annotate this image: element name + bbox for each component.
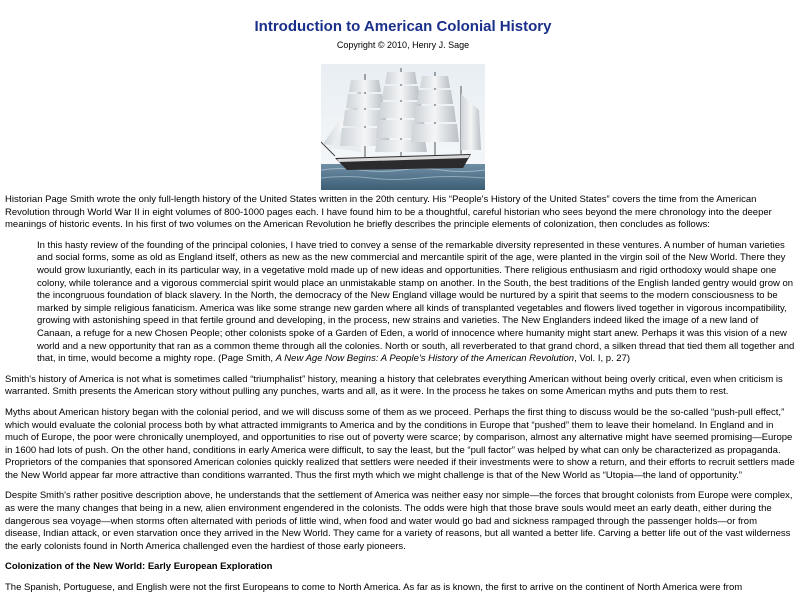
section-paragraph: The Spanish, Portuguese, and English were not the first Europeans to come to North America. As far as is known, the first to arrive on the continent of North America were from bbox=[5, 582, 743, 594]
quote-text: In this hasty review of the founding of the principal colonies, I have tried to convey a sense of the remarkable diversity represented in these ventures. A number of human varieties and social forms, some as old as England itself, others as new as the new commercial and mercantile spirit of the age, were planted in the virgin soil of the New World. There they would grow luxuriantly, each in its particular way, in a vegetative mold made up of new ideas and opportunities. There religious enthusiasm and rigid orthodoxy would shape one colony, while tolerance and a vigorous commercial spirit would place an unmistakable stamp on another. In the South, the best traditions of the English landed gentry would grow on the incongruous foundation of black slavery. In the North, the democracy of the New England village would be nurtured by a spirit that seems to the modern consciousness to be marked by simple religious fanaticism. America was like some strange new garden where all kinds of transplanted vegetables and flowers lived together in vigorous incompatibility, growing with astonishing speed in that fertile ground and developing, in the process, new strains and varieties. The New Englanders indeed liked the image of a new land of Canaan, a refuge for a new Chosen People; other colonists spoke of a Garden of Eden, a world of innocence where humanity might start anew. Perhaps it was this vision of a new world and a new opportunity that ran as a common theme through all the colonies. North or south, all reverberated to that grand chord, a silken thread that tied them all together and that, in time, would become a mighty rope. (Page Smith, bbox=[37, 239, 795, 365]
block-quote bbox=[37, 240, 795, 366]
section-heading: Colonization of the New World: Early European Exploration bbox=[5, 561, 273, 573]
citation-title: A New Age Now Begins: A People's History of the American Revolution bbox=[275, 353, 575, 365]
page-title: Introduction to American Colonial History bbox=[254, 18, 552, 35]
copyright-notice: Copyright © 2010, Henry J. Sage bbox=[336, 40, 470, 50]
intro-paragraph: Historian Page Smith wrote the only full-length history of the United States written in the 20th century. His “People's History of the United States” covers the time from the American Revolution through World War II in eight volumes of 800-1000 pages each. I have found him to be a thoughtful, careful historian who sees beyond the mere chronology into the deeper meanings of historic events. In his first of two volumes on the American Revolution he briefly describes the principle elements of colonization, then concludes as follows: bbox=[5, 194, 772, 231]
article-body bbox=[5, 194, 795, 598]
citation-rest: , Vol. I, p. 27) bbox=[574, 353, 631, 365]
paragraph-settlement: Despite Smith's rather positive description above, he understands that the settlement of America was neither easy nor simple—the forces that brought colonists from Europe were complex, as were the many changes that being in a new, alien environment engendered in the colonists. The odds were high that those brave souls would meet an early death, either during the dangerous sea voyage—when storms often alternated with periods of little wind, when food and water would go bad and sickness rampaged through the passenger holds—or from disease, Indian attack, or even starvation once they arrived in the New World. They came for a variety of reasons, but all wanted a better life. Carving a better life out of the vast wilderness the early colonists found in North America challenged even the hardiest of those early pioneers. bbox=[5, 490, 793, 552]
paragraph-myths: Myths about American history began with the colonial period, and we will discuss some of them as we proceed. Perhaps the first thing to discuss would be the so-called “push-pull effect,” which would evaluate the colonial process both by what attracted immigrants to America and by the conditions in Europe that “pushed” them to leave their homeland. In England and in much of Europe, the poor were chronically unemployed, and opportunities to rise out of poverty were scarce; by comparison, almost any alternative might have seemed promising—Europe in 1600 had lots of push. On the other hand, conditions in early America were difficult, to say the least, but the “pull factor” was helped by what can only be characterized as propaganda. Proprietors of the companies that sponsored American colonies quickly realized that settlers were needed if their investments were to show a return, and their efforts to recruit settlers made the New World appear far more attractive than conditions warranted. Thus the first myth which we might challenge is that of the New World as “Utopia—the land of opportunity.” bbox=[5, 406, 795, 481]
paragraph-triumphalist: Smith's history of America is not what is sometimes called “triumphalist” history, meaning a history that celebrates everything American without being overly critical, even when criticism is warranted. Smith presents the American story without pulling any punches, warts and all, as it were. In the process he takes on some American myths and puts them to rest. bbox=[5, 373, 783, 398]
tall-ship-image bbox=[321, 64, 485, 190]
